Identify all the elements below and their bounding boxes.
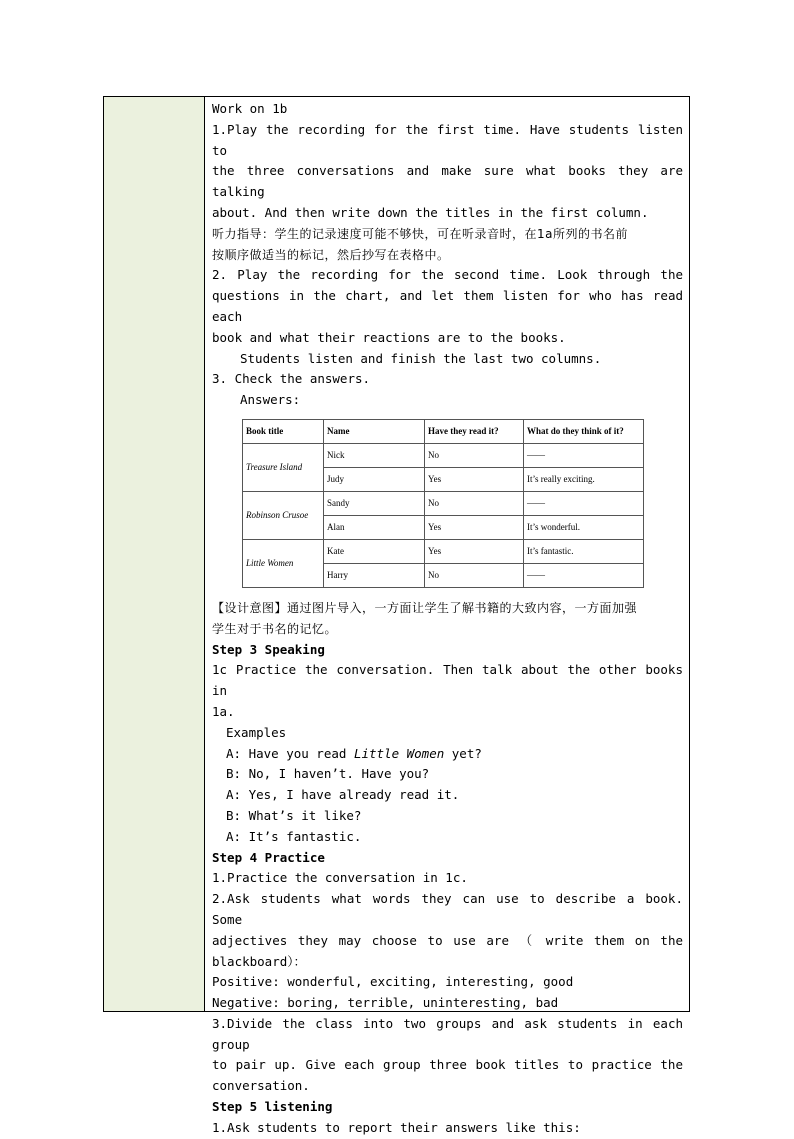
example-a2: A: Yes, I have already read it. [226,787,460,803]
example-a1-prefix: A: Have you read [226,745,354,761]
step-4-item-3-line-3: conversation. [212,1078,310,1094]
name-cell: Judy [324,467,425,491]
content-column [206,97,689,1135]
book-title-cell: Treasure Island [243,443,324,491]
step-4-item-2-line-2: adjectives they may choose to use are （ write them on the [212,932,683,948]
book-title-cell: Robinson Crusoe [243,491,324,539]
answers-table [242,419,644,588]
listening-tip-line-2: 按顺序做适当的标记，然后抄写在表格中。 [212,247,450,262]
read-cell: No [425,443,524,467]
example-a1-suffix: yet? [444,745,482,761]
step-3-heading: Step 3 Speaking [212,641,325,657]
name-cell: Nick [324,443,425,467]
step-4-item-3-line-1: 3.Divide the class into two groups and ask students in each group [212,1015,683,1052]
opinion-cell: —— [524,491,644,515]
table-row [243,443,644,467]
step-4-item-2-line-3: blackboard）： [212,953,307,969]
example-a3: A: It’s fantastic. [226,828,362,844]
listening-tip-line-1: 听力指导：学生的记录速度可能不够快，可在听录音时，在1a所列的书名前 [212,226,628,241]
opinion-cell: It’s wonderful. [524,515,644,539]
header-have-read: Have they read it? [425,419,524,443]
step-1-line-1: 1.Play the recording for the first time. Have students listen to [212,121,683,158]
example-a1-book-title: Little Women [353,745,445,761]
step-1-line-3: about. And then write down the titles in the first column. [212,204,649,220]
design-intent-line-1: 【设计意图】通过图片导入，一方面让学生了解书籍的大致内容，一方面加强 [212,600,638,615]
opinion-cell: —— [524,443,644,467]
step-3-check: 3. Check the answers. [212,371,371,387]
read-cell: No [425,491,524,515]
step-2-line-1: 2. Play the recording for the second time. Look through the [212,267,683,283]
example-b2: B: What’s it like? [226,807,362,823]
opinion-cell: —— [524,563,644,587]
name-cell: Sandy [324,491,425,515]
read-cell: Yes [425,515,524,539]
answers-label: Answers: [240,392,301,408]
step-2-line-2: questions in the chart, and let them listen for who has read each [212,288,683,324]
read-cell: Yes [425,539,524,563]
header-opinion: What do they think of it? [524,419,644,443]
step-4-item-3-line-2: to pair up. Give each group three book titles to practice the [212,1057,683,1073]
left-label-column [104,97,205,1011]
example-b1: B: No, I haven’t. Have you? [226,766,430,782]
practice-1c-line-2: 1a. [212,703,235,719]
header-book-title: Book title [243,419,324,443]
step-4-item-2-line-1: 2.Ask students what words they can use to describe a book. Some [212,891,683,927]
design-intent-line-2: 学生对于书名的记忆。 [212,621,338,636]
lesson-plan-table [103,96,690,1135]
header-name: Name [324,419,425,443]
positive-adjectives: Positive: wonderful, exciting, interesting, good [212,974,574,990]
table-row [243,491,644,515]
step-5-item-1: 1.Ask students to report their answers like this: [212,1119,581,1135]
read-cell: Yes [425,467,524,491]
step-4-heading: Step 4 Practice [212,849,325,865]
read-cell: No [425,563,524,587]
table-row [243,539,644,563]
examples-label: Examples [226,724,287,740]
example-a1 [212,744,683,765]
work-heading: Work on 1b [212,101,288,116]
name-cell: Harry [324,563,425,587]
step-4-item-1: 1.Practice the conversation in 1c. [212,870,468,886]
opinion-cell: It’s fantastic. [524,539,644,563]
step-2-line-3: book and what their reactions are to the books. [212,329,566,345]
negative-adjectives: Negative: boring, terrible, uninteresting, bad [212,995,559,1011]
step-5-heading: Step 5 listening [212,1099,333,1115]
name-cell: Alan [324,515,425,539]
step-1-line-2: the three conversations and make sure what books they are talking [212,163,683,200]
practice-1c-line-1: 1c Practice the conversation. Then talk about the other books in [212,662,683,699]
step-2-line-4: Students listen and finish the last two columns. [240,350,602,366]
opinion-cell: It’s really exciting. [524,467,644,491]
answers-table-wrapper [242,419,683,588]
name-cell: Kate [324,539,425,563]
book-title-cell: Little Women [243,539,324,587]
